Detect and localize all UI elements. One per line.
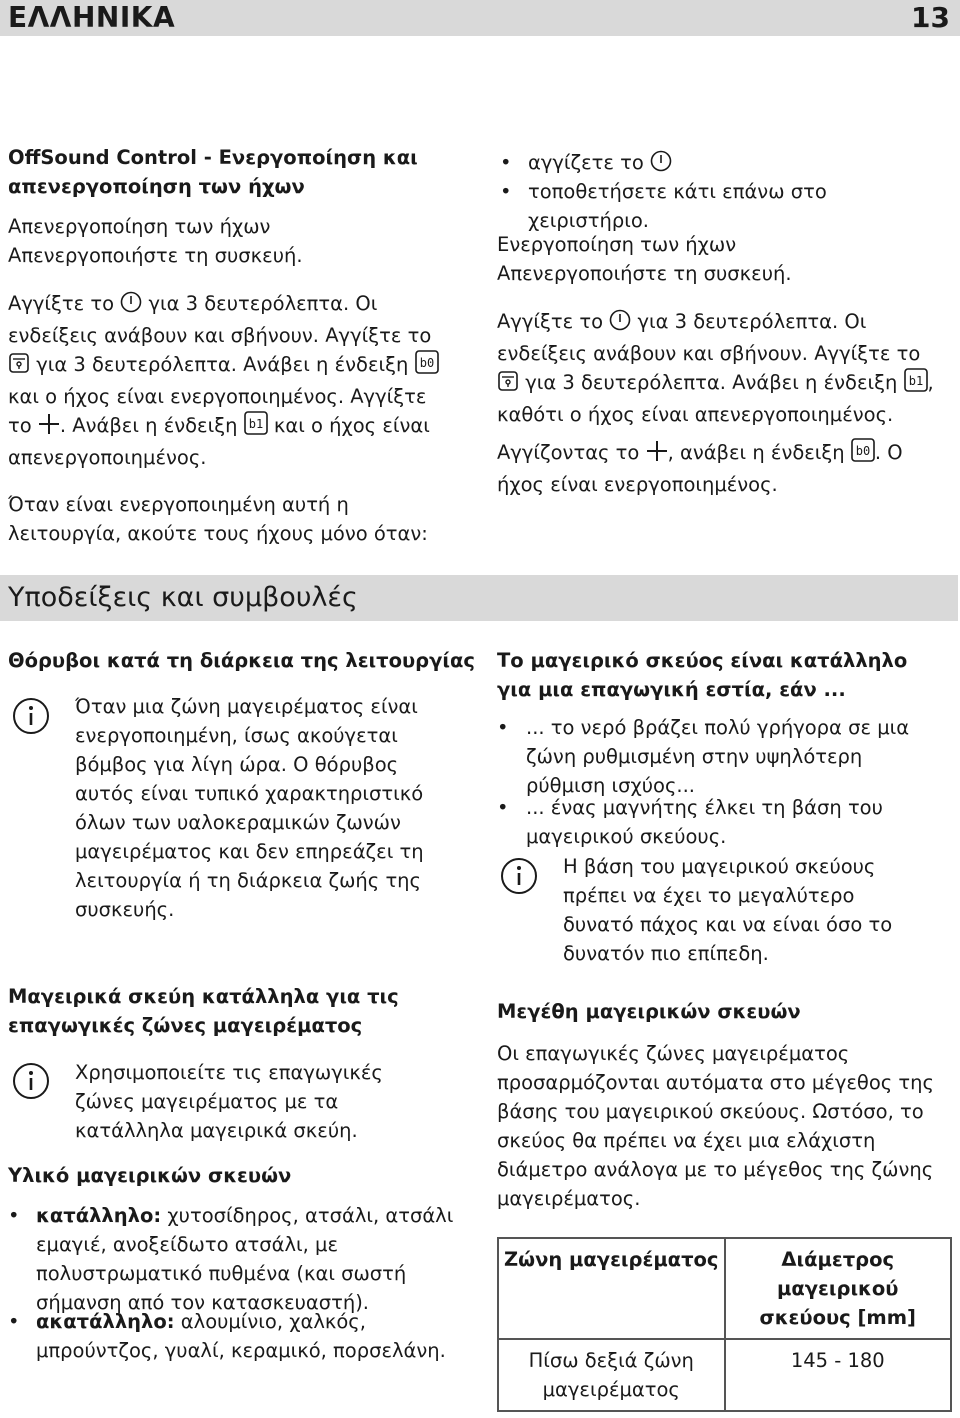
svg-text:b0: b0: [855, 444, 871, 458]
deactivate-instruction: Απενεργοποιήστε τη συσκευή.: [8, 244, 303, 267]
display-b1-icon: [244, 411, 268, 443]
suitable-info-text: Χρησιμοποιείτε τις επαγωγικές ζώνες μαγειρέματος με τα κατάλληλα μαγειρικά σκεύη.: [75, 1061, 383, 1142]
svg-text:b1: b1: [908, 374, 923, 388]
svg-text:b0: b0: [419, 356, 434, 370]
suitable-heading: Μαγειρικά σκεύη κατάλληλα για τις επαγωγικές ζώνες μαγειρέματος: [8, 985, 399, 1037]
function-note: Όταν είναι ενεργοποιημένη αυτή η λειτουργία, ακούτε τους ήχους μόνο όταν:: [8, 493, 428, 545]
activate-steps-end: Αγγίζοντας το , ανάβει η ένδειξη b0 . Ο ήχος είναι ενεργοποιημένος.: [497, 438, 957, 499]
plus-icon: [38, 413, 60, 443]
lock-key-icon: [497, 370, 519, 400]
material-heading: Υλικό μαγειρικών σκευών: [8, 1164, 292, 1187]
display-b0-icon: [851, 438, 875, 470]
info-icon: [12, 1062, 50, 1104]
sizes-heading: Μεγέθη μαγειρικών σκευών: [497, 1000, 801, 1023]
list-item: • αγγίζετε το: [500, 148, 940, 180]
noise-heading: Θόρυβοι κατά τη διάρκεια της λειτουργίας: [8, 649, 475, 672]
table-row: [498, 1339, 951, 1411]
table-header-row: [498, 1238, 951, 1339]
deactivate-heading: Απενεργοποίηση των ήχων: [8, 215, 271, 238]
activate-steps: Αγγίξτε το για 3 δευτερόλεπτα. Οι ενδείξεις ανάβουν και σβήνουν. Αγγίξτε το για 3 δευτερόλεπτα. Ανάβει η ένδειξη b1 , καθότι ο ήχος είναι απενεργοποιημένος.: [497, 310, 934, 426]
activate-heading: Ενεργοποίηση των ήχων: [497, 233, 737, 256]
table-cell: 145 - 180: [725, 1339, 952, 1411]
list-item: • τοποθετήσετε κάτι επάνω στο χειριστήριο.: [500, 180, 827, 232]
sizes-text: Οι επαγωγικές ζώνες μαγειρέματος προσαρμόζονται αυτόματα στο μέγεθος της βάσης του μαγειρικού σκεύους. Ωστόσο, το σκεύος θα πρέπει να έχει μια ελάχιστη διάμετρο ανάλογα με το μέγεθος της ζώνης μαγειρέματος.: [497, 1042, 934, 1210]
power-icon: [650, 150, 672, 180]
language-label: ΕΛΛΗΝΙΚΑ: [8, 1, 176, 34]
info-icon: [500, 857, 538, 899]
section-title: Υποδείξεις και συμβουλές: [8, 582, 358, 613]
info-icon: [12, 697, 50, 739]
table-cell: Πίσω δεξιά ζώνη μαγειρέματος: [498, 1339, 725, 1411]
list-item: • ... το νερό βράζει πολύ γρήγορα σε μια ζώνη ρυθμισμένη στην υψηλότερη ρύθμιση ισχύος...: [497, 716, 910, 797]
activate-instruction: Απενεργοποιήστε τη συσκευή.: [497, 262, 792, 285]
sizes-table: [497, 1237, 952, 1412]
display-b0-icon: [415, 350, 439, 382]
plus-icon: [646, 440, 668, 470]
appropriate-info-text: Η βάση του μαγειρικού σκεύους πρέπει να έχει το μεγαλύτερο δυνατό πάχος και να είναι όσο το δυνατόν πιο επίπεδη.: [563, 855, 893, 965]
table-header-cell: Διάμετρος μαγειρικού σκεύους [mm]: [725, 1238, 952, 1339]
page-number: 13: [911, 1, 950, 34]
table-header-cell: Ζώνη μαγειρέματος: [498, 1238, 725, 1339]
power-icon: [120, 291, 142, 321]
display-b1-icon: [904, 368, 928, 400]
lock-key-icon: [8, 352, 30, 382]
noise-info-text: Όταν μια ζώνη μαγειρέματος είναι ενεργοποιημένη, ίσως ακούγεται βόμβος για λίγη ώρα. Ο θόρυβος αυτός είναι τυπικό χαρακτηριστικό όλων των υαλοκεραμικών ζωνών μαγειρέματος και δεν επηρεάζει τη λειτουργία ή τη διάρκεια ζωής της συσκευής.: [75, 695, 424, 921]
deactivate-steps: Αγγίξτε το για 3 δευτερόλεπτα. Οι ενδείξεις ανάβουν και σβήνουν. Αγγίξτε το για 3 δευτερόλεπτα. Ανάβει η ένδειξη b0 και ο ήχος είναι ενεργοποιημένος. Αγγίξτε το . Ανάβει η ένδειξη b1 και ο ήχος είναι απενεργοποιημένος.: [8, 289, 458, 472]
list-item: • ... ένας μαγνήτης έλκει τη βάση του μαγειρικού σκεύους.: [497, 796, 883, 848]
appropriate-heading: Το μαγειρικό σκεύος είναι κατάλληλο για μια επαγωγική εστία, εάν ...: [497, 649, 908, 701]
power-icon: [609, 309, 631, 339]
section-header: [0, 575, 958, 621]
list-item: • ακατάλληλο: αλουμίνιο, χαλκός, μπρούντζος, γυαλί, κεραμικό, πορσελάνη.: [8, 1310, 446, 1362]
svg-text:b1: b1: [248, 417, 263, 431]
page-header: [0, 0, 960, 36]
list-item: • κατάλληλο: χυτοσίδηρος, ατσάλι, ατσάλι εμαγιέ, ανοξείδωτο ατσάλι, με πολυστρωματικό πυθμένα (και σωστή σήμανση από τον κατασκευαστή).: [8, 1204, 454, 1314]
offsound-title: OffSound Control - Ενεργοποίηση και απενεργοποίηση των ήχων: [8, 146, 418, 198]
